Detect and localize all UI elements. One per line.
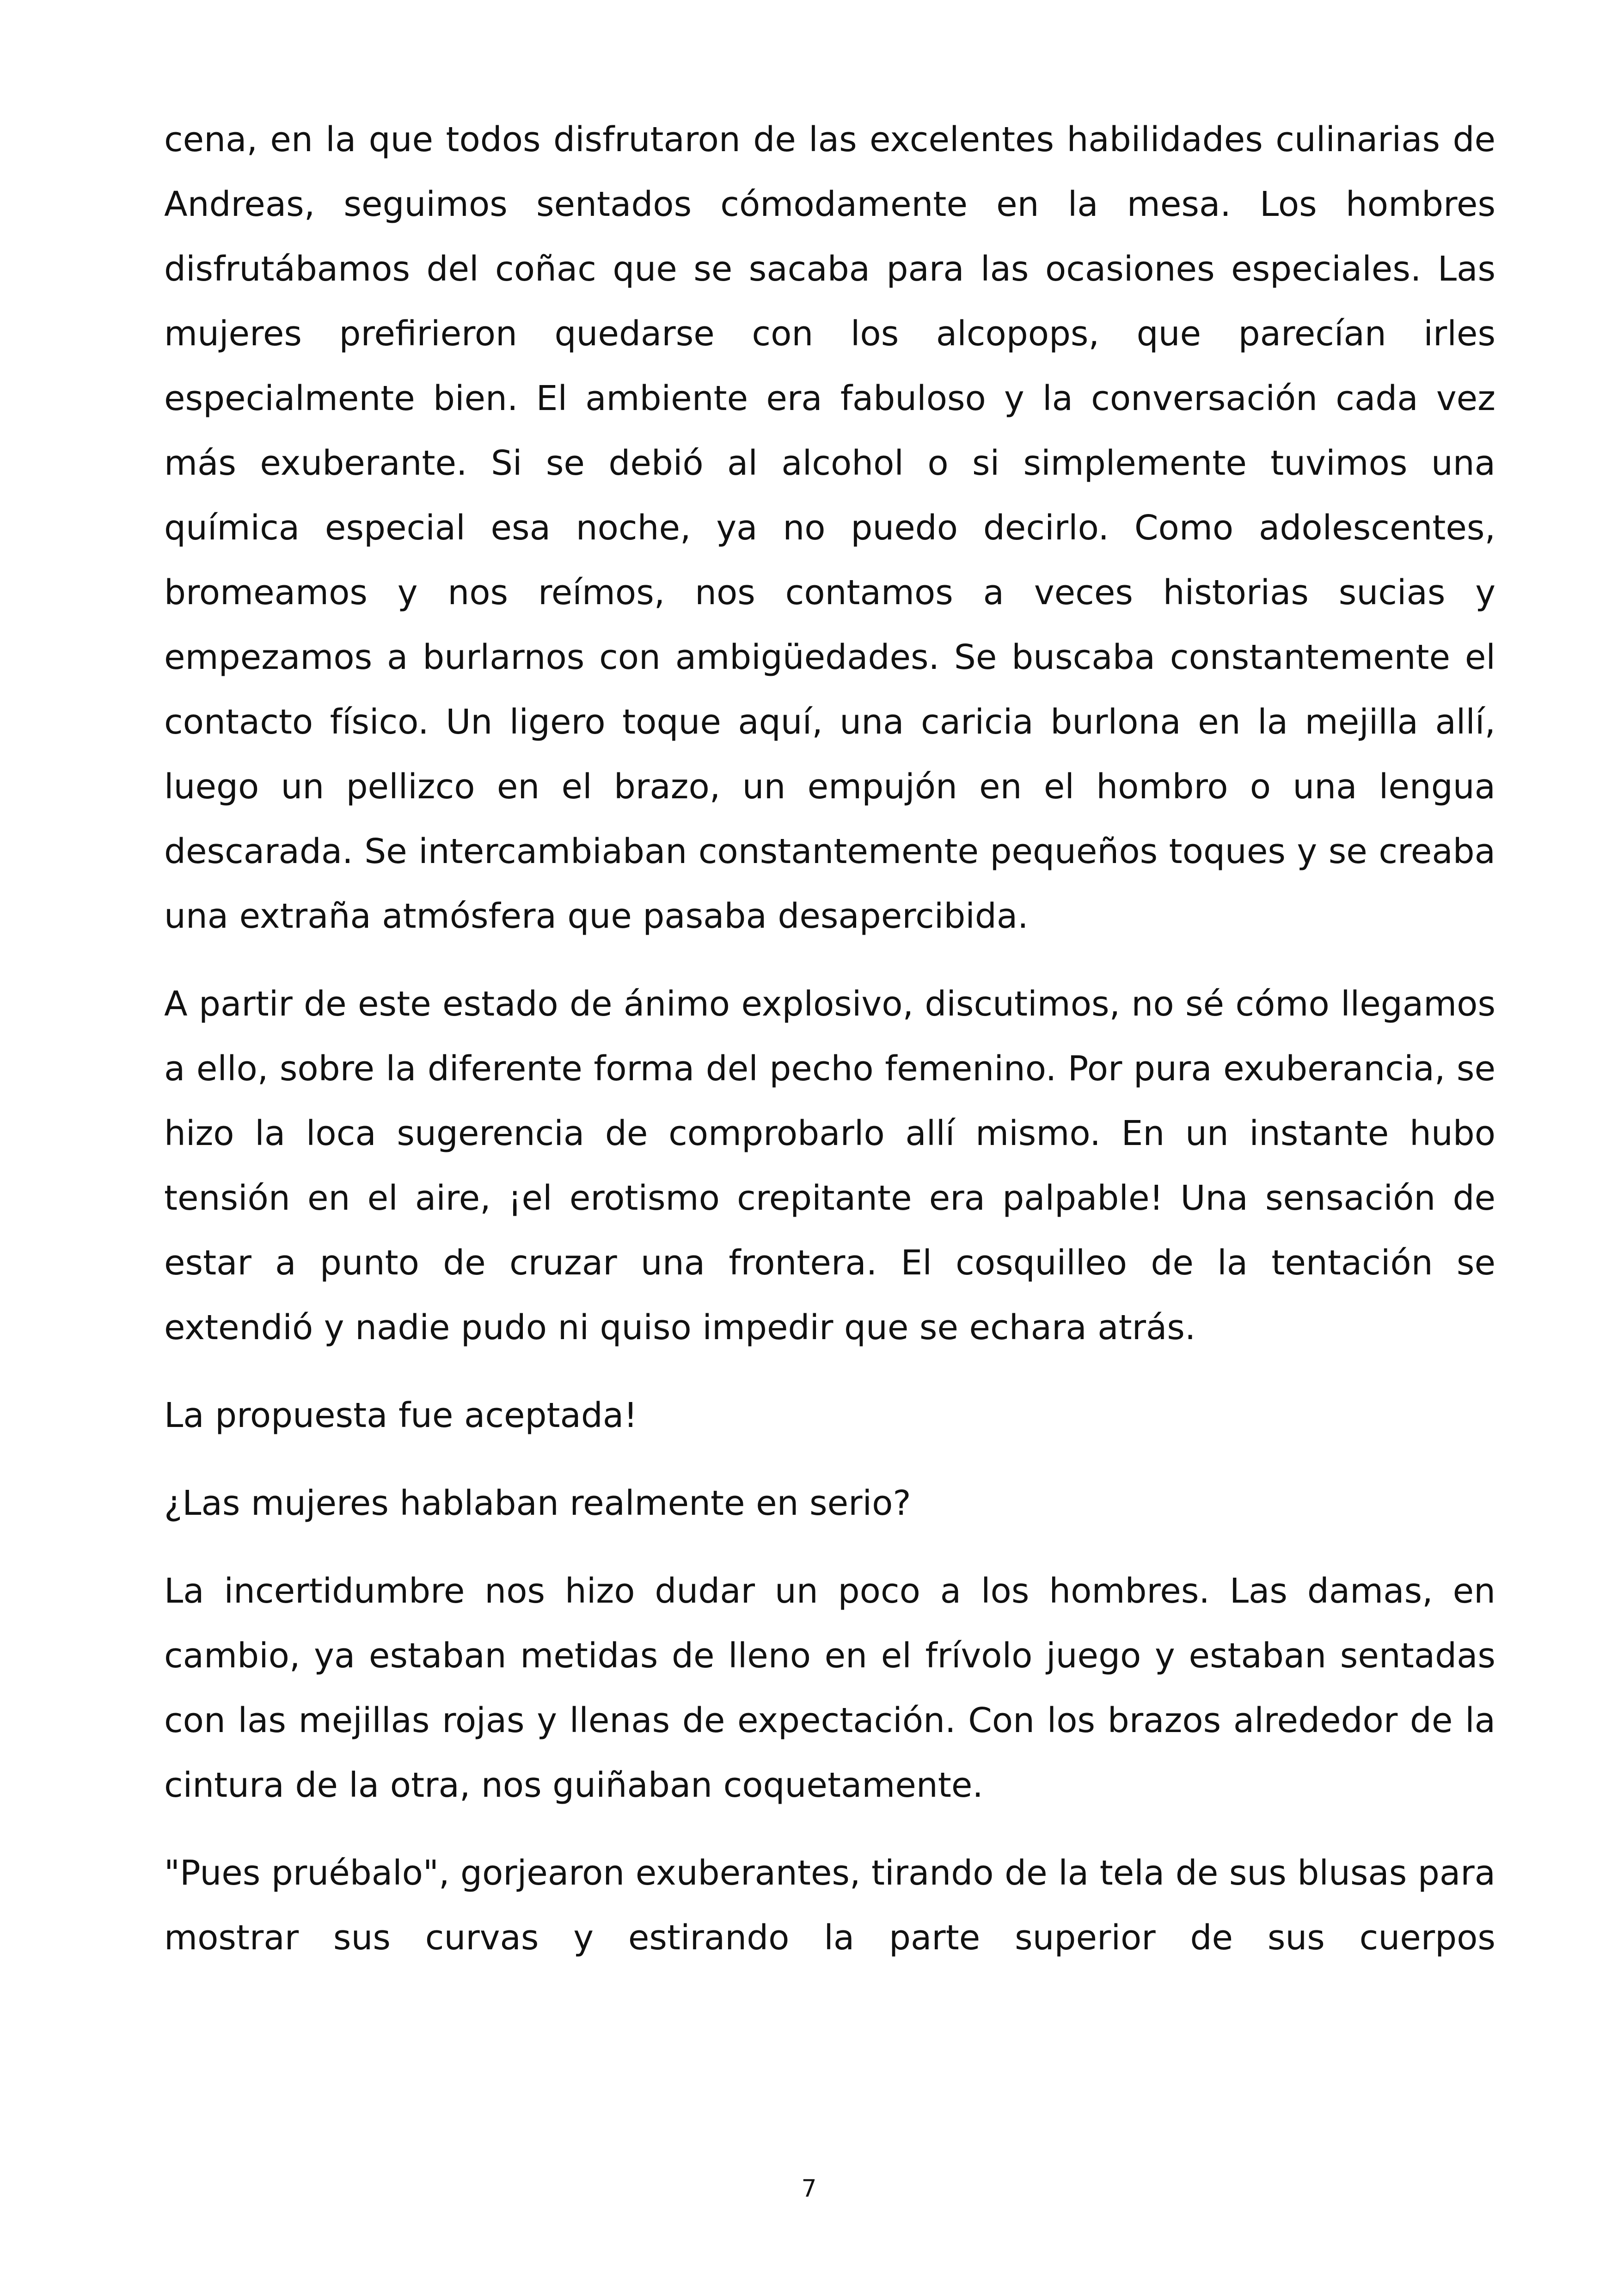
paragraph-proposal-accepted: La propuesta fue aceptada! — [164, 1396, 637, 1435]
paragraph-question: ¿Las mujeres hablaban realmente en serio? — [164, 1483, 911, 1523]
page-number: 7 — [801, 2175, 817, 2203]
paragraph-explosive-mood: A partir de este estado de ánimo explosivo, discutimos, no sé cómo llegamos a ello, sobre la diferente forma del pecho femenino. Por pura exuberancia, se hizo la loca sugerencia de comprobarlo allí mismo. En un instante hubo tensión en el aire, ¡el erotismo crepitante era palpable! Una sensación de estar a punto de cruzar una frontera. El cosquilleo de la tentación se extendió y nadie pudo ni quiso impedir que se echara atrás. — [164, 984, 1495, 1347]
body-text — [164, 107, 1495, 1970]
paragraph-uncertainty: La incertidumbre nos hizo dudar un poco a los hombres. Las damas, en cambio, ya estaban metidas de lleno en el frívolo juego y estaban sentadas con las mejillas rojas y llenas de expectación. Con los brazos alrededor de la cintura de la otra, nos guiñaban coquetamente. — [164, 1571, 1495, 1805]
paragraph-prove-it: "Pues pruébalo", gorjearon exuberantes, tirando de la tela de sus blusas para mostrar sus curvas y estirando la parte superior de sus cuerpos — [164, 1853, 1495, 1958]
paragraph-dinner: cena, en la que todos disfrutaron de las excelentes habilidades culinarias de Andreas, seguimos sentados cómodamente en la mesa. Los hombres disfrutábamos del coñac que se sacaba para las ocasiones especiales. Las mujeres prefirieron quedarse con los alcopops, que parecían irles especialmente bien. El ambiente era fabuloso y la conversación cada vez más exuberante. Si se debió al alcohol o si simplemente tuvimos una química especial esa noche, ya no puedo decirlo. Como adolescentes, bromeamos y nos reímos, nos contamos a veces historias sucias y empezamos a burlarnos con ambigüedades. Se buscaba constantemente el contacto físico. Un ligero toque aquí, una caricia burlona en la mejilla allí, luego un pellizco en el brazo, un empujón en el hombro o una lengua descarada. Se intercambiaban constantemente pequeños toques y se creaba una extraña atmósfera que pasaba desapercibida. — [164, 120, 1495, 936]
